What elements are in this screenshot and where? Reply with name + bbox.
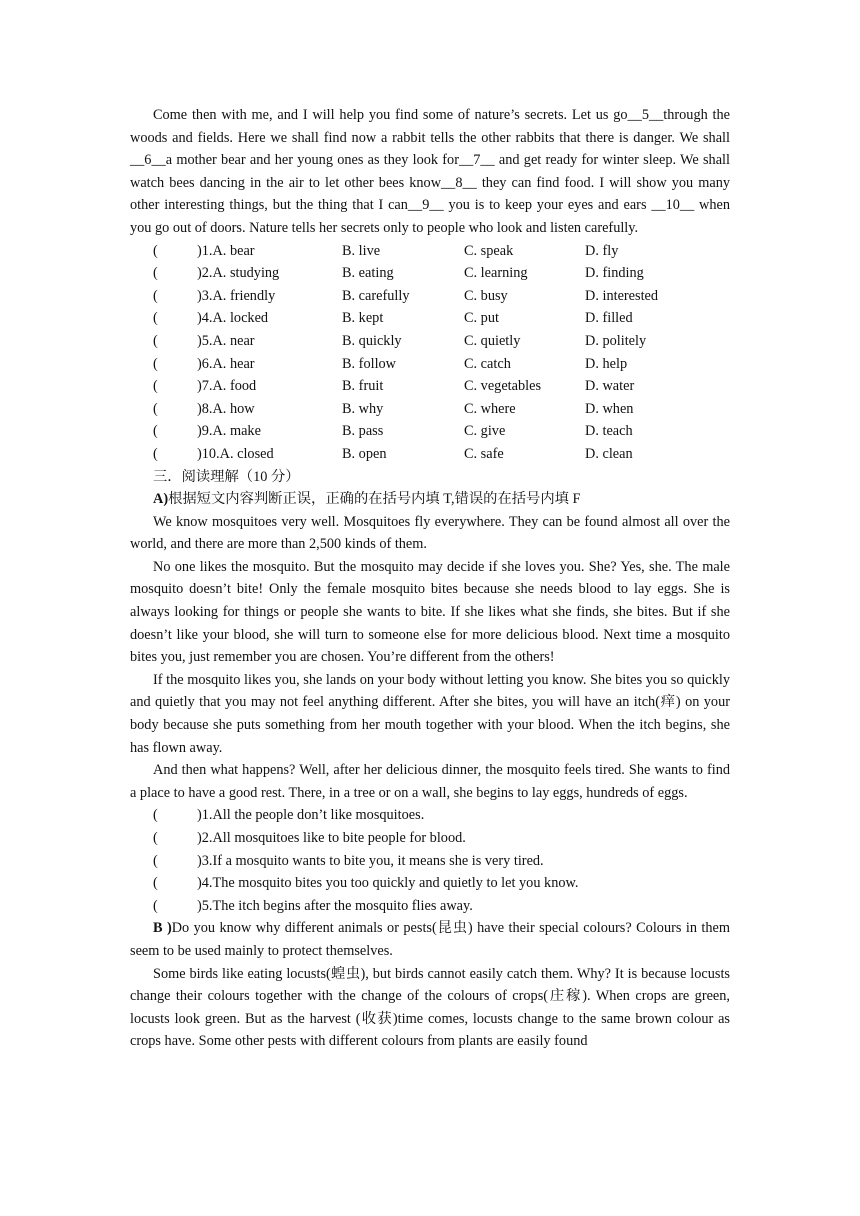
cloze-question-8	[130, 398, 730, 421]
section-heading: 三．阅读理解（10 分）	[153, 468, 300, 485]
part-a-question-list	[130, 804, 730, 917]
answer-bracket: (	[153, 830, 158, 846]
cloze-question-1	[130, 240, 730, 263]
option-d: D. fly	[585, 242, 619, 259]
cloze-question-7	[130, 375, 730, 398]
option-b: B. kept	[342, 310, 384, 327]
tf-question-4	[130, 872, 730, 895]
answer-bracket: (	[153, 310, 158, 327]
option-a: )1.A. bear	[197, 242, 255, 259]
part-a-instruction	[130, 488, 730, 511]
tf-question-2	[130, 827, 730, 850]
part-a-paragraph-3: If the mosquito likes you, she lands on your body without letting you know. She bites you so quickly and quietly that you may not feel anything different. After she bites, you will have an itch(痒) on your body because she puts something from her mouth together with your blood. When the itch begins, she has flown away.	[130, 671, 730, 756]
option-a: )4.A. locked	[197, 310, 269, 327]
option-c: C. busy	[464, 287, 508, 304]
option-c: C. speak	[464, 242, 514, 259]
option-a: )6.A. hear	[197, 355, 255, 372]
answer-bracket: (	[153, 423, 158, 440]
answer-bracket: (	[153, 445, 158, 462]
answer-bracket: (	[153, 400, 158, 417]
question-text: )1.All the people don’t like mosquitoes.	[197, 807, 425, 824]
part-a-paragraph-4: And then what happens? Well, after her delicious dinner, the mosquito feels tired. She wants to find a place to have a good rest. There, in a tree or on a wall, she begins to lay eggs, hundreds of eggs.	[130, 762, 730, 801]
cloze-question-3	[130, 285, 730, 308]
option-d: D. interested	[585, 287, 659, 304]
answer-bracket: (	[153, 265, 158, 282]
option-d: D. when	[585, 400, 634, 417]
document-page	[130, 104, 730, 1053]
answer-bracket: (	[153, 287, 158, 304]
cloze-question-9	[130, 420, 730, 443]
answer-bracket: (	[153, 852, 158, 869]
part-a-instruction-text: 根据短文内容判断正误，正确的在括号内填 T,错误的在括号内填 F	[168, 491, 581, 508]
option-b: B. carefully	[342, 287, 410, 304]
answer-bracket: (	[153, 897, 158, 914]
part-b-intro-text: Do you know why different animals or pests(昆虫) have their special colours? Colours in them seem to be used mainly to protect themselves.	[130, 920, 730, 959]
option-c: C. give	[464, 423, 506, 440]
option-c: C. vegetables	[464, 378, 542, 395]
option-d: D. clean	[585, 445, 633, 462]
option-c: C. learning	[464, 265, 528, 282]
option-d: D. finding	[585, 265, 644, 282]
option-c: C. catch	[464, 355, 511, 372]
option-d: D. teach	[585, 423, 633, 440]
cloze-question-list	[130, 240, 730, 466]
option-d: D. water	[585, 378, 635, 395]
question-text: )2.All mosquitoes like to bite people for blood.	[197, 830, 466, 846]
question-text: )3.If a mosquito wants to bite you, it means she is very tired.	[197, 852, 544, 869]
cloze-question-4	[130, 307, 730, 330]
option-b: B. why	[342, 400, 384, 417]
question-text: )5.The itch begins after the mosquito flies away.	[197, 897, 473, 914]
option-c: C. where	[464, 400, 516, 417]
cloze-question-10	[130, 443, 730, 466]
answer-bracket: (	[153, 332, 158, 349]
option-b: B. live	[342, 242, 381, 259]
part-b-label: B )	[153, 920, 172, 937]
option-d: D. politely	[585, 332, 647, 349]
option-a: )5.A. near	[197, 332, 255, 349]
part-b-intro	[130, 917, 730, 962]
option-a: )7.A. food	[197, 378, 257, 395]
cloze-question-6	[130, 353, 730, 376]
answer-bracket: (	[153, 378, 158, 395]
cloze-passage: Come then with me, and I will help you find some of nature’s secrets. Let us go__5__through the woods and fields. Here we shall find now a rabbit tells the other rabbits that there is danger. We shall __6__a mother bear and her young ones as they look for__7__ and get ready for winter sleep. We shall watch bees dancing in the air to let other bees know__8__ they can find food. I will show you many other interesting things, but the thing that I can__9__ you is to keep your eyes and ears __10__ when you go out of doors. Nature tells her secrets only to people who look and listen carefully.	[130, 107, 730, 236]
option-b: B. follow	[342, 355, 397, 372]
option-b: B. open	[342, 445, 387, 462]
cloze-question-5	[130, 330, 730, 353]
option-d: D. filled	[585, 310, 633, 327]
option-a: )8.A. how	[197, 400, 255, 417]
answer-bracket: (	[153, 875, 158, 892]
option-d: D. help	[585, 355, 628, 372]
option-b: B. pass	[342, 423, 384, 440]
option-b: B. quickly	[342, 332, 402, 349]
option-c: C. safe	[464, 445, 504, 462]
part-b-paragraph: Some birds like eating locusts(蝗虫), but birds cannot easily catch them. Why? It is because locusts change their colours together with the change of the colours of crops(庄稼). When crops are green, locusts look green. But as the harvest (收获)time comes, locusts change to the same brown colour as crops have. Some other pests with different colours from plants are easily found	[130, 965, 730, 1050]
answer-bracket: (	[153, 807, 158, 824]
tf-question-1	[130, 804, 730, 827]
option-b: B. eating	[342, 265, 394, 282]
cloze-question-2	[130, 262, 730, 285]
option-a: )3.A. friendly	[197, 287, 276, 304]
part-a-paragraph-2: No one likes the mosquito. But the mosquito may decide if she loves you. She? Yes, she. The male mosquito doesn’t bite! Only the female mosquito bites because she needs blood to lay eggs. She is always looking for things or people she wants to bite. If she likes what she finds, she bites. But if she doesn’t like your blood, she will turn to someone else for more delicious blood. Next time a mosquito bites you, just remember you are chosen. You’re different from the others!	[130, 558, 730, 666]
question-text: )4.The mosquito bites you too quickly and quietly to let you know.	[197, 875, 579, 892]
option-a: )10.A. closed	[197, 445, 274, 462]
answer-bracket: (	[153, 355, 158, 372]
part-a-paragraph-1: We know mosquitoes very well. Mosquitoes fly everywhere. They can be found almost all over the world, and there are more than 2,500 kinds of them.	[130, 513, 730, 553]
part-a-label: A)	[153, 491, 169, 508]
option-b: B. fruit	[342, 378, 384, 395]
option-a: )9.A. make	[197, 423, 261, 440]
tf-question-3	[130, 850, 730, 873]
option-c: C. quietly	[464, 332, 521, 349]
answer-bracket: (	[153, 242, 158, 259]
option-a: )2.A. studying	[197, 265, 280, 282]
option-c: C. put	[464, 310, 499, 327]
tf-question-5	[130, 895, 730, 918]
